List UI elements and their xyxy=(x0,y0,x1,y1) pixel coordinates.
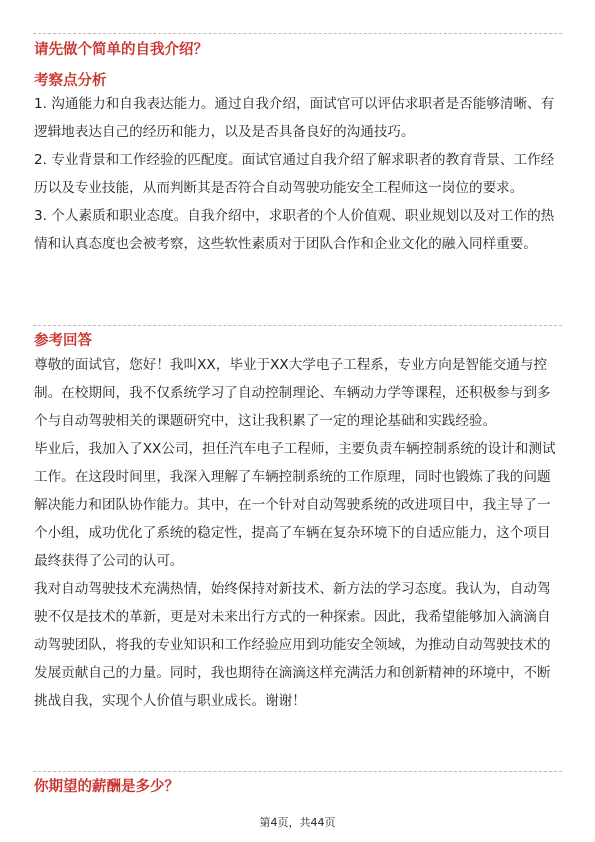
analysis-item-2: 2. 专业背景和工作经验的匹配度。面试官通过自我介绍了解求职者的教育背景、工作经历以及专业技能，从而判断其是否符合自动驾驶功能安全工程师这一岗位的要求。 xyxy=(34,152,555,196)
divider-bottom xyxy=(33,771,562,772)
analysis-item-3: 3. 个人素质和职业态度。自我介绍中，求职者的个人价值观、职业规划以及对工作的热情和认真态度也会被考察，这些软性素质对于团队合作和企业文化的融入同样重要。 xyxy=(34,208,555,252)
question-2-title: 你期望的薪酬是多少？ xyxy=(34,779,179,795)
divider-middle xyxy=(33,325,562,326)
answer-heading: 参考回答 xyxy=(34,333,92,349)
question-1-title: 请先做个简单的自我介绍？ xyxy=(34,42,208,58)
analysis-heading: 考察点分析 xyxy=(34,73,107,89)
divider-top xyxy=(33,33,562,34)
answer-paragraph-3: 我对自动驾驶技术充满热情，始终保持对新技术、新方法的学习态度。我认为，自动驾驶不仅是技术的革新，更是对未来出行方式的一种探索。因此，我希望能够加入滴滴自动驾驶团队，将我的专业知识和工作经验应用到功能安全领域，为推动自动驾驶技术的发展贡献自己的力量。同时，我也期待在滴滴这样充满活力和创新精神的环境中，不断挑战自我，实现个人价值与职业成长。谢谢！ xyxy=(34,581,551,709)
analysis-item-1: 1. 沟通能力和自我表达能力。通过自我介绍，面试官可以评估求职者是否能够清晰、有逻辑地表达自己的经历和能力，以及是否具备良好的沟通技巧。 xyxy=(34,96,555,140)
analysis-list xyxy=(34,90,562,258)
answer-paragraph-1: 尊敬的面试官，您好！我叫XX，毕业于XX大学电子工程系，专业方向是智能交通与控制。在校期间，我不仅系统学习了自动控制理论、车辆动力学等课程，还积极参与到多个与自动驾驶相关的课题研究中，这让我积累了一定的理论基础和实践经验。 xyxy=(34,357,551,429)
answer-body xyxy=(34,351,562,715)
answer-paragraph-2: 毕业后，我加入了XX公司，担任汽车电子工程师，主要负责车辆控制系统的设计和测试工作。在这段时间里，我深入理解了车辆控制系统的工作原理，同时也锻炼了我的问题解决能力和团队协作能力。其中，在一个针对自动驾驶系统的改进项目中，我主导了一个小组，成功优化了系统的稳定性，提高了车辆在复杂环境下的自适应能力，这个项目最终获得了公司的认可。 xyxy=(34,441,556,569)
page-number: 第4页，共44页 xyxy=(259,816,336,829)
